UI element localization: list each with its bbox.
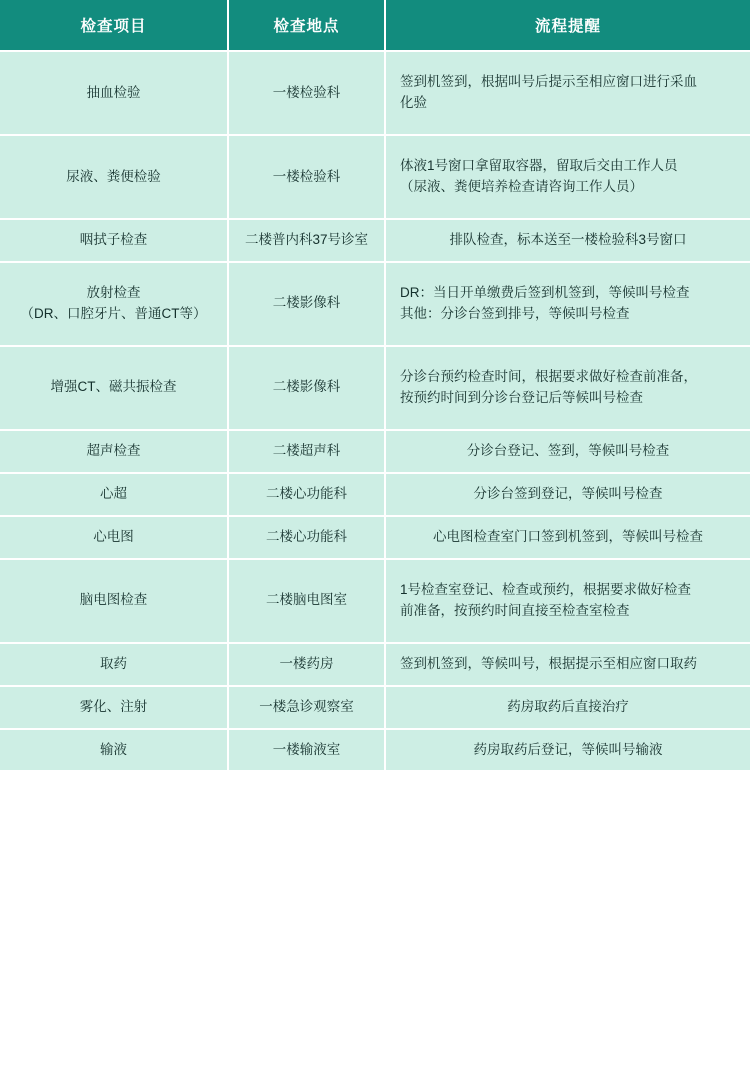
cell-exam-place	[228, 262, 385, 346]
cell-exam-item	[0, 219, 228, 262]
cell-exam-note-line: 1号检查室登记、检查或预约，根据要求做好检查	[400, 581, 692, 597]
cell-exam-item	[0, 643, 228, 686]
cell-exam-note	[385, 643, 750, 686]
table-row	[0, 473, 750, 516]
cell-exam-item-line: 脑电图检查	[79, 592, 148, 608]
cell-exam-item-line: 尿液、粪便检验	[66, 168, 161, 184]
cell-exam-note	[385, 346, 750, 430]
cell-exam-item-line: 输液	[100, 741, 127, 757]
cell-exam-note	[385, 473, 750, 516]
cell-exam-note	[385, 559, 750, 643]
cell-exam-item-line: 超声检查	[86, 442, 141, 458]
cell-exam-place	[228, 430, 385, 473]
cell-exam-note-line: （尿液、粪便培养检查请咨询工作人员）	[400, 179, 643, 194]
cell-exam-note-line: 排队检查，标本送至一楼检验科3号窗口	[449, 232, 687, 247]
cell-exam-item-line: 放射检查	[86, 285, 141, 300]
cell-exam-item	[0, 51, 228, 135]
cell-exam-item	[0, 430, 228, 473]
cell-exam-place	[228, 473, 385, 516]
cell-exam-note-line: 分诊台预约检查时间，根据要求做好检查前准备，	[400, 369, 697, 384]
table-row	[0, 135, 750, 219]
cell-exam-place	[228, 219, 385, 262]
cell-exam-item	[0, 346, 228, 430]
cell-exam-note-line: 签到机签到，等候叫号，根据提示至相应窗口取药	[400, 655, 697, 671]
column-header-item: 检查项目	[0, 0, 228, 51]
cell-exam-place	[228, 559, 385, 643]
cell-exam-item	[0, 262, 228, 346]
cell-exam-note-line: 前准备，按预约时间直接至检查室检查	[400, 602, 630, 618]
table-row	[0, 686, 750, 729]
cell-exam-place	[228, 51, 385, 135]
table-row	[0, 51, 750, 135]
cell-exam-note	[385, 516, 750, 559]
cell-exam-item	[0, 516, 228, 559]
cell-exam-item-line: 增强CT、磁共振检查	[50, 379, 177, 395]
cell-exam-note-line: 心电图检查室门口签到机签到，等候叫号检查	[433, 528, 703, 544]
table-row	[0, 729, 750, 771]
cell-exam-item-line: 雾化、注射	[79, 698, 148, 714]
cell-exam-note-line: DR：当日开单缴费后签到机签到，等候叫号检查	[400, 285, 690, 300]
table-row	[0, 516, 750, 559]
cell-exam-place-line: 一楼药房	[279, 655, 334, 671]
cell-exam-item	[0, 135, 228, 219]
table-row	[0, 262, 750, 346]
table-row	[0, 346, 750, 430]
cell-exam-note	[385, 219, 750, 262]
cell-exam-item-line: 抽血检验	[86, 84, 141, 100]
cell-exam-place-line: 二楼脑电图室	[266, 592, 347, 608]
cell-exam-place-line: 二楼心功能科	[266, 485, 347, 501]
table-row	[0, 643, 750, 686]
cell-exam-note-line: 药房取药后登记，等候叫号输液	[473, 741, 663, 757]
cell-exam-note-line: 体液1号窗口拿留取容器，留取后交由工作人员	[400, 158, 678, 174]
cell-exam-note	[385, 135, 750, 219]
table-row	[0, 559, 750, 643]
cell-exam-note-line: 其他：分诊台签到排号，等候叫号检查	[400, 305, 630, 321]
table-header-row	[0, 0, 750, 51]
cell-exam-place	[228, 516, 385, 559]
cell-exam-place	[228, 686, 385, 729]
cell-exam-place-line: 一楼检验科	[272, 84, 341, 100]
cell-exam-item-line: 咽拭子检查	[79, 232, 148, 247]
cell-exam-place-line: 一楼输液室	[272, 741, 341, 757]
cell-exam-note-line: 分诊台签到登记，等候叫号检查	[473, 485, 663, 501]
cell-exam-place-line: 一楼检验科	[272, 168, 341, 184]
table-header	[0, 0, 750, 51]
cell-exam-note-line: 分诊台登记、签到，等候叫号检查	[466, 442, 670, 458]
cell-exam-item-line: （DR、口腔牙片、普通CT等）	[20, 305, 207, 321]
cell-exam-place-line: 二楼心功能科	[266, 528, 347, 544]
cell-exam-note	[385, 262, 750, 346]
cell-exam-note-line: 签到机签到，根据叫号后提示至相应窗口进行采血	[400, 74, 697, 90]
cell-exam-note-line: 药房取药后直接治疗	[507, 698, 629, 714]
cell-exam-place-line: 二楼影像科	[272, 379, 341, 395]
cell-exam-note-line: 化验	[400, 95, 427, 110]
cell-exam-place	[228, 135, 385, 219]
column-header-place: 检查地点	[228, 0, 385, 51]
cell-exam-place-line: 二楼超声科	[272, 442, 341, 458]
cell-exam-note	[385, 430, 750, 473]
table-row	[0, 430, 750, 473]
cell-exam-place-line: 二楼普内科37号诊室	[244, 232, 369, 247]
cell-exam-item	[0, 473, 228, 516]
cell-exam-place	[228, 346, 385, 430]
cell-exam-item-line: 心超	[100, 485, 127, 501]
column-header-note: 流程提醒	[385, 0, 750, 51]
cell-exam-place-line: 一楼急诊观察室	[259, 698, 354, 714]
cell-exam-item	[0, 559, 228, 643]
cell-exam-note	[385, 51, 750, 135]
cell-exam-item	[0, 686, 228, 729]
cell-exam-place-line: 二楼影像科	[272, 295, 341, 311]
cell-exam-item-line: 心电图	[93, 528, 134, 544]
cell-exam-note	[385, 686, 750, 729]
cell-exam-note	[385, 729, 750, 771]
cell-exam-note-line: 按预约时间到分诊台登记后等候叫号检查	[400, 389, 643, 405]
table-body	[0, 51, 750, 770]
cell-exam-item	[0, 729, 228, 771]
cell-exam-place	[228, 643, 385, 686]
cell-exam-place	[228, 729, 385, 771]
table-row	[0, 219, 750, 262]
cell-exam-item-line: 取药	[100, 655, 127, 671]
